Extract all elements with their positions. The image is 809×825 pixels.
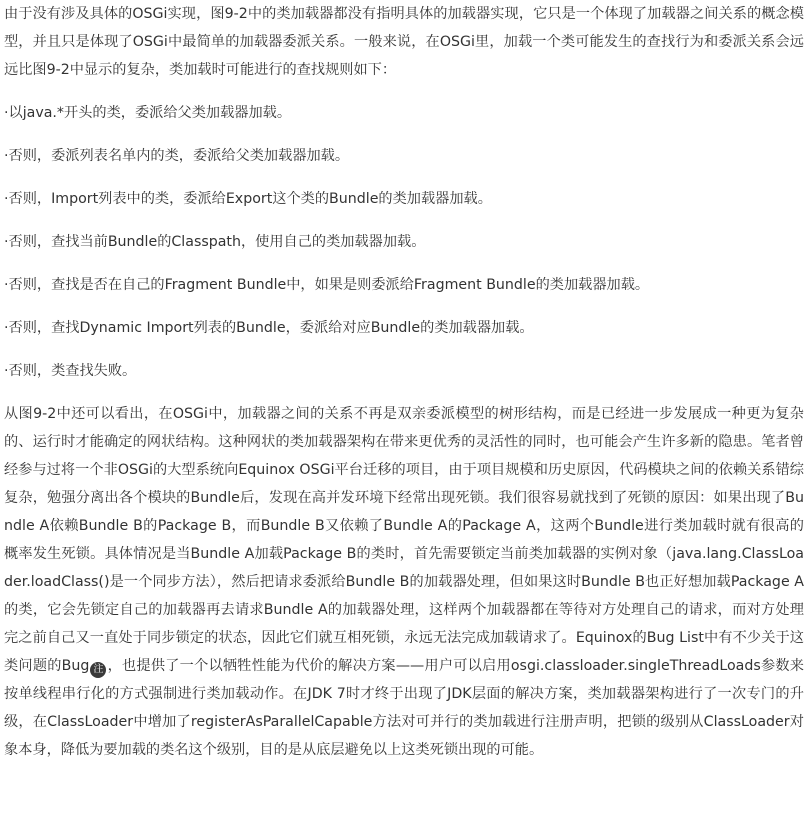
rule-item: ·以java.*开头的类，委派给父类加载器加载。 (4, 105, 292, 121)
lookup-rules-list (4, 99, 804, 385)
main-text-after-note: ，也提供了一个以牺牲性能为代价的解决方案——用户可以启用osgi.classloader.singleThreadLoads参数来按单线程串行化的方式强制进行类加载动作。在JDK 7时才终于出现了JDK层面的解决方案，类加载器架构进行了一次专门的升级，在ClassLoader中增加了registerAsParallelCapable方法对可并行的类加载进行注册声明，把锁的级别从ClassLoader对象本身，降低为要加载的类名这个级别，目的是从底层避免以上这类死锁出现的可能。 (4, 658, 804, 758)
rule-item: ·否则，查找是否在自己的Fragment Bundle中，如果是则委派给Fragment Bundle的类加载器加载。 (4, 277, 650, 293)
rule-item: ·否则，委派列表名单内的类，委派给父类加载器加载。 (4, 148, 350, 164)
document-body (4, 0, 804, 764)
footnote-marker[interactable]: 注 (90, 662, 106, 678)
rule-item: ·否则，Import列表中的类，委派给Export这个类的Bundle的类加载器加载。 (4, 191, 492, 207)
rule-item: ·否则，类查找失败。 (4, 363, 137, 379)
intro-paragraph: 由于没有涉及具体的OSGi实现，图9-2中的类加载器都没有指明具体的加载器实现，它只是一个体现了加载器之间关系的概念模型，并且只是体现了OSGi中最简单的加载器委派关系。一般来说，在OSGi里，加载一个类可能发生的查找行为和委派关系会远远比图9-2中显示的复杂，类加载时可能进行的查找规则如下： (4, 6, 804, 78)
rule-item: ·否则，查找Dynamic Import列表的Bundle，委派给对应Bundle的类加载器加载。 (4, 320, 534, 336)
main-text-before-note: 从图9-2中还可以看出，在OSGi中，加载器之间的关系不再是双亲委派模型的树形结构，而是已经进一步发展成一种更为复杂的、运行时才能确定的网状结构。这种网状的类加载器架构在带来更优秀的灵活性的同时，也可能会产生许多新的隐患。笔者曾经参与过将一个非OSGi的大型系统向Equinox OSGi平台迁移的项目，由于项目规模和历史原因，代码模块之间的依赖关系错综复杂，勉强分离出各个模块的Bundle后，发现在高并发环境下经常出现死锁。我们很容易就找到了死锁的原因：如果出现了Bundle A依赖Bundle B的Package B，而Bundle B又依赖了Bundle A的Package A，这两个Bundle进行类加载时就有很高的概率发生死锁。具体情况是当Bundle A加载Package B的类时，首先需要锁定当前类加载器的实例对象（java.lang.ClassLoader.loadClass()是一个同步方法），然后把请求委派给Bundle B的加载器处理，但如果这时Bundle B也正好想加载Package A的类，它会先锁定自己的加载器再去请求Bundle A的加载器处理，这样两个加载器都在等待对方处理自己的请求，而对方处理完之前自己又一直处于同步锁定的状态，因此它们就互相死锁，永远无法完成加载请求了。Equinox的Bug List中有不少关于这类问题的Bug (4, 406, 804, 674)
main-paragraph (4, 400, 804, 764)
rule-item: ·否则，查找当前Bundle的Classpath，使用自己的类加载器加载。 (4, 234, 426, 250)
